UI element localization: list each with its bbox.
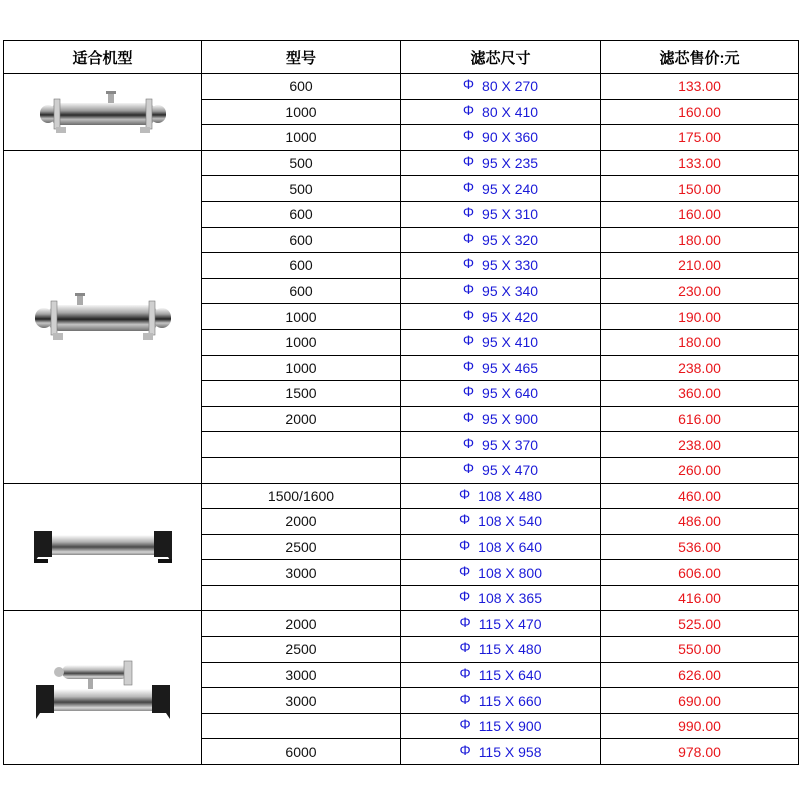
model-cell: 2500 xyxy=(202,534,401,560)
price-cell: 160.00 xyxy=(601,99,799,125)
price-table-container xyxy=(3,40,798,760)
price-cell: 606.00 xyxy=(601,560,799,586)
model-cell: 600 xyxy=(202,201,401,227)
model-cell: 600 xyxy=(202,74,401,100)
diameter-symbol: Φ xyxy=(459,690,471,707)
filter-size-value: 95 X 420 xyxy=(482,308,539,325)
price-cell: 175.00 xyxy=(601,125,799,151)
filter-size-cell xyxy=(401,637,601,663)
diameter-symbol: Φ xyxy=(462,255,475,272)
filter-size-cell xyxy=(401,74,601,100)
filter-size-value: 108 X 640 xyxy=(478,538,542,555)
filter-size-cell xyxy=(401,278,601,304)
diameter-symbol: Φ xyxy=(462,153,475,170)
filter-size-value: 95 X 465 xyxy=(482,359,539,376)
model-cell: 1000 xyxy=(202,304,401,330)
price-cell: 990.00 xyxy=(601,713,799,739)
filter-size-value: 115 X 958 xyxy=(478,743,542,760)
model-cell: 6000 xyxy=(202,739,401,765)
model-cell: 1500 xyxy=(202,381,401,407)
price-cell: 180.00 xyxy=(601,329,799,355)
price-cell: 133.00 xyxy=(601,150,799,176)
diameter-symbol: Φ xyxy=(458,511,471,528)
model-cell: 600 xyxy=(202,253,401,279)
price-cell: 150.00 xyxy=(601,176,799,202)
price-cell: 460.00 xyxy=(601,483,799,509)
machine-image-cell xyxy=(4,150,202,483)
filter-size-cell xyxy=(401,688,601,714)
model-cell: 3000 xyxy=(202,688,401,714)
diameter-symbol: Φ xyxy=(462,460,475,477)
diameter-symbol: Φ xyxy=(459,716,471,733)
header-size: 滤芯尺寸 xyxy=(401,41,601,74)
diameter-symbol: Φ xyxy=(459,639,471,656)
filter-price-table xyxy=(3,40,799,765)
price-cell: 238.00 xyxy=(601,432,799,458)
diameter-symbol: Φ xyxy=(462,409,475,426)
filter-size-value: 95 X 410 xyxy=(482,334,539,351)
filter-size-value: 80 X 270 xyxy=(482,78,539,95)
diameter-symbol: Φ xyxy=(458,536,471,553)
filter-size-cell xyxy=(401,355,601,381)
price-cell: 416.00 xyxy=(601,585,799,611)
filter-size-cell xyxy=(401,432,601,458)
filter-size-value: 115 X 660 xyxy=(478,692,542,709)
filter-size-value: 108 X 540 xyxy=(478,513,542,530)
filter-size-cell xyxy=(401,381,601,407)
model-cell: 3000 xyxy=(202,662,401,688)
price-cell: 180.00 xyxy=(601,227,799,253)
filter-size-value: 115 X 640 xyxy=(478,666,542,683)
price-cell: 230.00 xyxy=(601,278,799,304)
price-cell: 210.00 xyxy=(601,253,799,279)
machine-image-cell xyxy=(4,611,202,765)
filter-size-value: 108 X 480 xyxy=(478,487,542,504)
diameter-symbol: Φ xyxy=(459,741,471,758)
model-cell xyxy=(202,432,401,458)
filter-size-value: 95 X 240 xyxy=(482,180,539,197)
diameter-symbol: Φ xyxy=(458,562,471,579)
price-cell: 133.00 xyxy=(601,74,799,100)
filter-size-cell xyxy=(401,560,601,586)
diameter-symbol: Φ xyxy=(462,332,475,349)
model-cell: 1000 xyxy=(202,99,401,125)
header-price: 滤芯售价:元 xyxy=(601,41,799,74)
filter-size-cell xyxy=(401,201,601,227)
filter-size-cell xyxy=(401,304,601,330)
diameter-symbol: Φ xyxy=(462,204,475,221)
price-cell: 616.00 xyxy=(601,406,799,432)
price-cell: 525.00 xyxy=(601,611,799,637)
filter-size-value: 115 X 900 xyxy=(478,718,542,735)
filter-size-cell xyxy=(401,611,601,637)
filter-size-value: 80 X 410 xyxy=(482,103,539,120)
price-cell: 536.00 xyxy=(601,534,799,560)
diameter-symbol: Φ xyxy=(462,281,475,298)
price-cell: 486.00 xyxy=(601,509,799,535)
model-cell: 2500 xyxy=(202,637,401,663)
diameter-symbol: Φ xyxy=(462,357,475,374)
filter-size-value: 108 X 800 xyxy=(478,564,542,581)
filter-size-cell xyxy=(401,150,601,176)
filter-size-value: 95 X 370 xyxy=(482,436,539,453)
filter-size-cell xyxy=(401,329,601,355)
model-cell: 600 xyxy=(202,227,401,253)
price-cell: 626.00 xyxy=(601,662,799,688)
filter-size-cell xyxy=(401,509,601,535)
diameter-symbol: Φ xyxy=(458,588,471,605)
model-cell xyxy=(202,585,401,611)
diameter-symbol: Φ xyxy=(462,127,475,144)
machine-image-cell xyxy=(4,74,202,151)
price-cell: 978.00 xyxy=(601,739,799,765)
header-model: 型号 xyxy=(202,41,401,74)
diameter-symbol: Φ xyxy=(462,101,475,118)
diameter-symbol: Φ xyxy=(462,434,475,451)
filter-size-cell xyxy=(401,99,601,125)
model-cell: 600 xyxy=(202,278,401,304)
price-cell: 238.00 xyxy=(601,355,799,381)
stainless-filter-housing-large-image xyxy=(23,289,183,345)
filter-size-cell xyxy=(401,483,601,509)
diameter-symbol: Φ xyxy=(458,485,471,502)
filter-size-value: 95 X 470 xyxy=(482,462,539,479)
filter-size-value: 95 X 640 xyxy=(482,385,539,402)
table-row xyxy=(4,74,799,100)
filter-size-value: 108 X 365 xyxy=(478,590,542,607)
filter-size-cell xyxy=(401,739,601,765)
filter-size-cell xyxy=(401,253,601,279)
model-cell: 2000 xyxy=(202,406,401,432)
dual-stage-filter-unit-image xyxy=(28,653,178,723)
model-cell xyxy=(202,713,401,739)
model-cell: 2000 xyxy=(202,509,401,535)
diameter-symbol: Φ xyxy=(462,76,475,93)
model-cell: 3000 xyxy=(202,560,401,586)
model-cell: 500 xyxy=(202,176,401,202)
filter-size-cell xyxy=(401,585,601,611)
table-body xyxy=(4,74,799,765)
filter-size-cell xyxy=(401,176,601,202)
price-cell: 690.00 xyxy=(601,688,799,714)
filter-size-value: 95 X 320 xyxy=(482,231,539,248)
price-cell: 160.00 xyxy=(601,201,799,227)
model-cell: 1000 xyxy=(202,355,401,381)
filter-size-value: 95 X 235 xyxy=(482,155,539,172)
filter-size-cell xyxy=(401,125,601,151)
model-cell: 2000 xyxy=(202,611,401,637)
table-row xyxy=(4,150,799,176)
diameter-symbol: Φ xyxy=(462,383,475,400)
black-cap-filter-tube-image xyxy=(28,525,178,569)
diameter-symbol: Φ xyxy=(459,613,471,630)
filter-size-cell xyxy=(401,713,601,739)
model-cell: 1000 xyxy=(202,329,401,355)
filter-size-value: 95 X 900 xyxy=(482,411,539,428)
filter-size-cell xyxy=(401,406,601,432)
model-cell: 1500/1600 xyxy=(202,483,401,509)
price-cell: 260.00 xyxy=(601,457,799,483)
diameter-symbol: Φ xyxy=(462,229,475,246)
price-cell: 360.00 xyxy=(601,381,799,407)
filter-size-value: 115 X 480 xyxy=(478,641,542,658)
filter-size-value: 95 X 310 xyxy=(482,206,539,223)
price-cell: 550.00 xyxy=(601,637,799,663)
filter-size-value: 115 X 470 xyxy=(478,615,542,632)
diameter-symbol: Φ xyxy=(462,178,475,195)
price-cell: 190.00 xyxy=(601,304,799,330)
filter-size-value: 95 X 330 xyxy=(482,257,539,274)
filter-size-value: 90 X 360 xyxy=(482,129,539,146)
header-row xyxy=(4,41,799,74)
model-cell: 500 xyxy=(202,150,401,176)
table-row xyxy=(4,611,799,637)
table-row xyxy=(4,483,799,509)
diameter-symbol: Φ xyxy=(459,664,471,681)
filter-size-cell xyxy=(401,227,601,253)
filter-size-cell xyxy=(401,662,601,688)
filter-size-value: 95 X 340 xyxy=(482,283,539,300)
machine-image-cell xyxy=(4,483,202,611)
header-machine: 适合机型 xyxy=(4,41,202,74)
filter-size-cell xyxy=(401,457,601,483)
diameter-symbol: Φ xyxy=(462,306,475,323)
model-cell xyxy=(202,457,401,483)
model-cell: 1000 xyxy=(202,125,401,151)
filter-size-cell xyxy=(401,534,601,560)
stainless-filter-housing-small-image xyxy=(28,87,178,137)
